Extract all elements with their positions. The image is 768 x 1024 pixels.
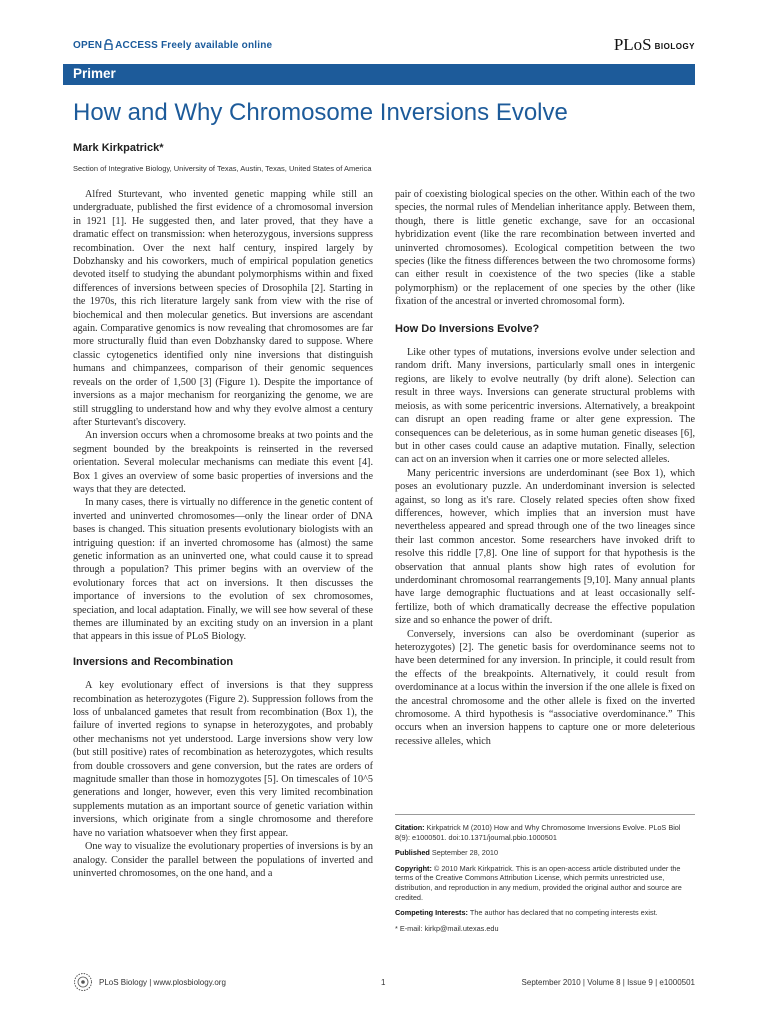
plos-seal-icon xyxy=(73,972,93,992)
author-name: Mark Kirkpatrick* xyxy=(73,142,164,154)
competing-interests: Competing Interests: The author has declared that no competing interests exist. xyxy=(395,908,658,918)
footer-issue: September 2010 | Volume 8 | Issue 9 | e1000501 xyxy=(521,978,695,987)
article-title: How and Why Chromosome Inversions Evolve xyxy=(73,99,568,126)
paragraph: An inversion occurs when a chromosome breaks at two points and the segment bounded by the breakpoints is reinserted in the reversed orientation. Several molecular mechanisms can mediate this event [4]. Box 1 gives an overview of some basic properties of inversions and the ways that they are detected. xyxy=(73,430,373,495)
page-number: 1 xyxy=(381,978,386,987)
paragraph: pair of coexisting biological species on the other. Within each of the two species, the normal rules of Mendelian inheritance apply. Between them, though, there is little genetic exchange, save for an occasional hybridization event (like the rare recombination between inverted and uninverted chromosomes). Ecological competition between the two species (like the fitness differences between the two chromosome forms) can either result in coexistence of the two species (like a stable polymorphism) or the replacement of one species by the other (like fixation of the ancestral or inverted chromosomal form). xyxy=(395,189,695,308)
paragraph: One way to visualize the evolutionary properties of inversions is by an analogy. Consider the parallel between the populations of inverted and uninverted chromosomes, on the one hand, and a xyxy=(73,841,373,879)
journal-logo: PLoS BIOLOGY xyxy=(613,35,695,54)
page-footer xyxy=(73,972,695,992)
paragraph: Like other types of mutations, inversions evolve under selection and random drift. Many inversions, particularly small ones in intergenic regions, are likely to evolve neutrally (by drift alone). Selection can result in three ways. Inversions can generate structural problems with meiosis, as with some pericentric inversions. Alternatively, a breakpoint can disrupt an open reading frame or alter gene expression. The consequences can be deleterious, as in some human genetic diseases [6], but in other cases could cause an adaptive mutation. Finally, selection can act on an inversion when it carries one or more selected alleles. xyxy=(395,347,695,466)
open-access-label: OPEN ACCESS Freely available online xyxy=(73,40,273,51)
article-type-band xyxy=(63,64,695,85)
paragraph: Alfred Sturtevant, who invented genetic mapping while still an undergraduate, published the first evidence of a chromosomal inversion in 1921 [1]. He suggested then, and later proved, that they have a dramatic effect on transmission: when heterozygous, inversions suppress recombination. Over the next half century, inspired largely by Dobzhansky and his coworkers, much of empirical population genetics devoted itself to studying the abundant polymorphisms within and fixed differences of inversions between species of Drosophila [2]. Starting in the 1970s, this rich literature largely sank from view with the rise of biochemical and then molecular genetics. But inversions are ascendant again. Comparative genomics is now revealing that chromosomes are far more structurally fluid than even Dobzhansky dared to suppose. Where classic cytogenetics identified only nine inversions that distinguish humans and chimpanzees, comparison of their genomic sequences reveals on the order of 1,500 [3] (Figure 1). Despite the importance of inversions as a major mechanism for reorganizing the genome, we are still struggling to understand how and why they evolve almost a century after Sturtevant's discovery. xyxy=(73,189,373,428)
section-heading-recombination: Inversions and Recombination xyxy=(73,655,234,668)
author-affiliation: Section of Integrative Biology, University of Texas, Austin, Texas, United States of America xyxy=(73,164,372,173)
paragraph: A key evolutionary effect of inversions is that they suppress recombination as heterozygotes (Figure 2). Suppression follows from the loss of unbalanced gametes that result from recombination (Box 1), the failure of inverted regions to synapse in heterozygotes, and probably other mechanisms not yet understood. Large inversions show very low (but still positive) rates of recombination as heterozygotes, which results from double crossovers and gene conversion, but the rates are orders of magnitude smaller than those in homozygotes [5]. On timescales of 10^5 generations and longer, however, even this very limited recombination supplements mutation as an important source of genetic variation within inversions, which originate from a single chromosome and therefore have no variation whatsoever when they first appear. xyxy=(73,680,373,839)
paragraph: Many pericentric inversions are underdominant (see Box 1), which poses an evolutionary puzzle. An underdominant inversion is selected against, so long as it's rare. Closely related species often show fixed differences, however, which implies that an inversion must have nevertheless appeared and spread through one of the two lineages since their last common ancestor. Some researchers have invoked drift to resolve this riddle [7,8]. One line of support for that hypothesis is the observation that annual plants show high rates of evolution for underdominant chromosomal rearrangements [9,10]. Many annual plants have large demographic fluctuations and at least occasionally self-fertilize, both of which dramatically decrease the effective population size and so enhance the power of drift. xyxy=(395,467,695,627)
published-date: Published September 28, 2010 xyxy=(395,848,499,858)
email: * E-mail: kirkp@mail.utexas.edu xyxy=(395,923,499,933)
article-metadata xyxy=(395,814,695,939)
right-column xyxy=(395,188,695,748)
article-type-label: Primer xyxy=(73,66,116,81)
footer-journal: PLoS Biology | www.plosbiology.org xyxy=(99,978,226,987)
copyright: Copyright: © 2010 Mark Kirkpatrick. This is an open-access article distributed under the terms of the Creative Commons Attribution License, which permits unrestricted use, distribution, and reproduction in any medium, provided the original author and source are credited. xyxy=(395,863,682,902)
open-access-lock-icon xyxy=(104,39,113,50)
left-column xyxy=(73,188,373,880)
section-heading-evolve: How Do Inversions Evolve? xyxy=(395,322,540,335)
citation: Citation: Kirkpatrick M (2010) How and Why Chromosome Inversions Evolve. PLoS Biol 8(9): e1000501. doi:10.1371/journal.pbio.1000501 xyxy=(395,823,681,842)
paragraph: In many cases, there is virtually no difference in the genetic content of inverted and uninverted chromosomes—only the linear order of DNA bases is changed. This situation presents evolutionary biologists with an intriguing question: if an inverted chromosome has (almost) the same genetic information as an uninverted one, what could cause it to spread through a population? This primer begins with an overview of the evolutionary forces that act on inversions. It then discusses the importance of inversions to the evolution of sex chromosomes, speciation, and local adaptation. Finally, we will see how several of these themes are illuminated by an exciting study on an inversion in a plant that appears in this issue of PLoS Biology. xyxy=(73,497,373,643)
masthead xyxy=(73,37,695,57)
paragraph: Conversely, inversions can also be overdominant (superior as heterozygotes) [2]. The genetic basis for overdominance seems not to have been determined for any inversion. In principle, it could result from the effects of the breakpoints. Alternatively, it could result from overdominance at a locus within the inversion if the one allele is fixed on the ancestral chromosome and the other allele is fixed on the inverted chromosome. A third hypothesis is “associative overdominance.” This occurs when an inversion happens to capture one or more deleterious recessive alleles, which xyxy=(395,628,695,747)
